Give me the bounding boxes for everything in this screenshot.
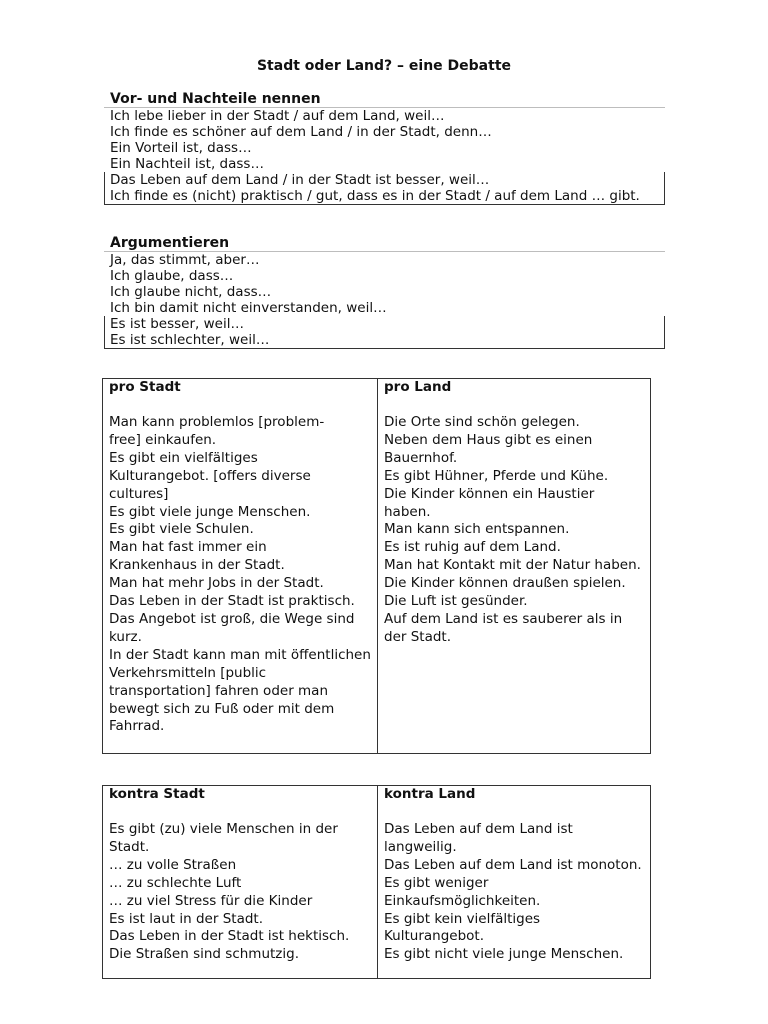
section-pros-cons-phrases <box>104 91 665 205</box>
column-header: kontra Land <box>384 786 476 802</box>
phrase-line: Ich lebe lieber in der Stadt / auf dem Land, weil… <box>110 108 445 124</box>
list-item: Es gibt weniger Einkaufsmöglichkeiten. <box>384 874 541 909</box>
list-item: Die Kinder können draußen spielen. <box>384 575 626 592</box>
phrase-line: Es ist schlechter, weil… <box>110 332 270 348</box>
column-header: pro Land <box>384 379 452 395</box>
list-item: Das Leben in der Stadt ist praktisch. <box>109 593 355 610</box>
pro-table <box>102 378 651 754</box>
phrase-line: Ja, das stimmt, aber… <box>110 252 260 268</box>
list-item: Das Leben auf dem Land ist monoton. <box>384 856 642 873</box>
section-heading: Vor- und Nachteile nennen <box>104 91 665 108</box>
list-item: … zu schlechte Luft <box>109 874 242 891</box>
page-title: Stadt oder Land? – eine Debatte <box>256 58 512 74</box>
list-item: Es gibt ein vielfältiges Kulturangebot. [offers diverse cultures] <box>109 449 311 502</box>
column-header: pro Stadt <box>109 379 181 395</box>
list-item: Es gibt Hühner, Pferde und Kühe. <box>384 467 609 484</box>
list-item: Es gibt nicht viele junge Menschen. <box>384 946 624 963</box>
phrase-line: Ein Vorteil ist, dass… <box>110 140 252 156</box>
list-item: Es ist laut in der Stadt. <box>109 910 263 927</box>
boxed-phrases <box>104 172 665 205</box>
phrase-line: Ich glaube, dass… <box>110 268 234 284</box>
list-item: Es gibt viele Schulen. <box>109 521 254 538</box>
list-item: In der Stadt kann man mit öffentlichen Verkehrsmitteln [public transportation] fahren oder man bewegt sich zu Fuß oder mit dem Fahrrad. <box>109 646 371 735</box>
phrase-line: Es ist besser, weil… <box>110 316 244 332</box>
column-header: kontra Stadt <box>109 786 205 802</box>
list-item: Man hat mehr Jobs in der Stadt. <box>109 575 324 592</box>
list-item: Das Leben in der Stadt ist hektisch. <box>109 928 350 945</box>
list-item: Es gibt viele junge Menschen. <box>109 503 311 520</box>
list-item: Auf dem Land ist es sauberer als in der Stadt. <box>384 610 623 645</box>
phrase-line: Ich bin damit nicht einverstanden, weil… <box>110 300 387 316</box>
list-item: Die Straßen sind schmutzig. <box>109 946 299 963</box>
kontra-stadt-cell <box>103 786 378 979</box>
phrase-line: Ich glaube nicht, dass… <box>110 284 272 300</box>
phrase-line: Das Leben auf dem Land / in der Stadt ist besser, weil… <box>110 172 490 188</box>
list-item: Die Luft ist gesünder. <box>384 593 528 610</box>
kontra-land-cell <box>378 786 651 979</box>
list-item: Neben dem Haus gibt es einen Bauernhof. <box>384 431 593 466</box>
list-item: Das Leben auf dem Land ist langweilig. <box>384 821 573 855</box>
list-item: Das Angebot ist groß, die Wege sind kurz. <box>109 610 355 645</box>
list-item: Man kann problemlos [problem-free] einkaufen. <box>109 414 325 448</box>
boxed-phrases <box>104 316 665 349</box>
list-item: Es gibt (zu) viele Menschen in der Stadt. <box>109 821 338 855</box>
phrase-line: Ich finde es (nicht) praktisch / gut, dass es in der Stadt / auf dem Land … gibt. <box>110 188 640 204</box>
list-item: Es gibt kein vielfältiges Kulturangebot. <box>384 910 541 945</box>
list-item: Die Orte sind schön gelegen. <box>384 414 580 430</box>
pro-stadt-cell <box>103 379 378 754</box>
section-argue-phrases <box>104 235 665 349</box>
phrase-line: Ein Nachteil ist, dass… <box>110 156 264 172</box>
pro-land-cell <box>378 379 651 754</box>
list-item: Die Kinder können ein Haustier haben. <box>384 485 595 520</box>
list-item: … zu viel Stress für die Kinder <box>109 892 313 909</box>
list-item: Es ist ruhig auf dem Land. <box>384 539 561 556</box>
list-item: … zu volle Straßen <box>109 856 237 873</box>
list-item: Man kann sich entspannen. <box>384 521 570 538</box>
section-heading: Argumentieren <box>104 235 665 252</box>
list-item: Man hat fast immer ein Krankenhaus in der Stadt. <box>109 539 285 574</box>
contra-table <box>102 785 651 979</box>
phrase-line: Ich finde es schöner auf dem Land / in der Stadt, denn… <box>110 124 492 140</box>
list-item: Man hat Kontakt mit der Natur haben. <box>384 557 641 574</box>
